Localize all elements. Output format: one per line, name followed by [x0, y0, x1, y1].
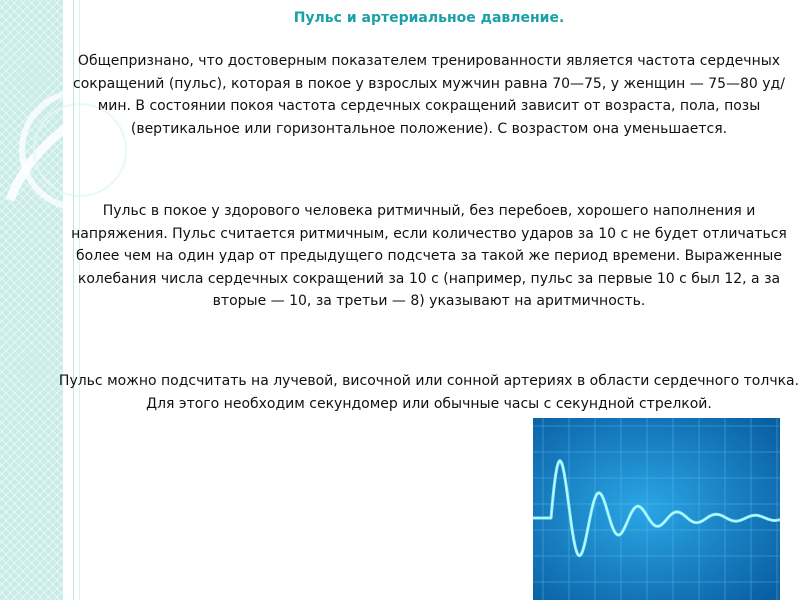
oscilloscope-waveform-icon: [533, 418, 780, 600]
paragraph-measurement: Пульс можно подсчитать на лучевой, височной или сонной артериях в области сердечного толчка. Для этого необходим секундомер или обычные часы с секундной стрелкой.: [58, 373, 800, 412]
paragraph-resting-pulse: Общепризнано, что достоверным показателем тренированности является частота сердечных сокращений (пульс), которая в покое у взрослых мужчин равна 70—75, у женщин — 75—80 уд/мин. В состоянии покоя частота сердечных сокращений зависит от возраста, пола, позы (вертикальное или горизонтальное положение). С возрастом она уменьшается.: [73, 53, 785, 137]
paragraph-rhythm: Пульс в покое у здорового человека ритмичный, без перебоев, хорошего наполнения и напряжения. Пульс считается ритмичным, если количество ударов за 10 с не будет отличаться более чем на один удар от предыдущего подсчета за такой же период времени. Выраженные колебания числа сердечных сокращений за 10 с (например, пульс за первые 10 с был 12, а за вторые — 10, за третьи — 8) указывают на аритмичность.: [71, 203, 787, 309]
oscilloscope-image: [533, 418, 780, 600]
decorative-side-band: [0, 0, 63, 600]
slide-title: Пульс и артериальное давление.: [293, 10, 565, 26]
